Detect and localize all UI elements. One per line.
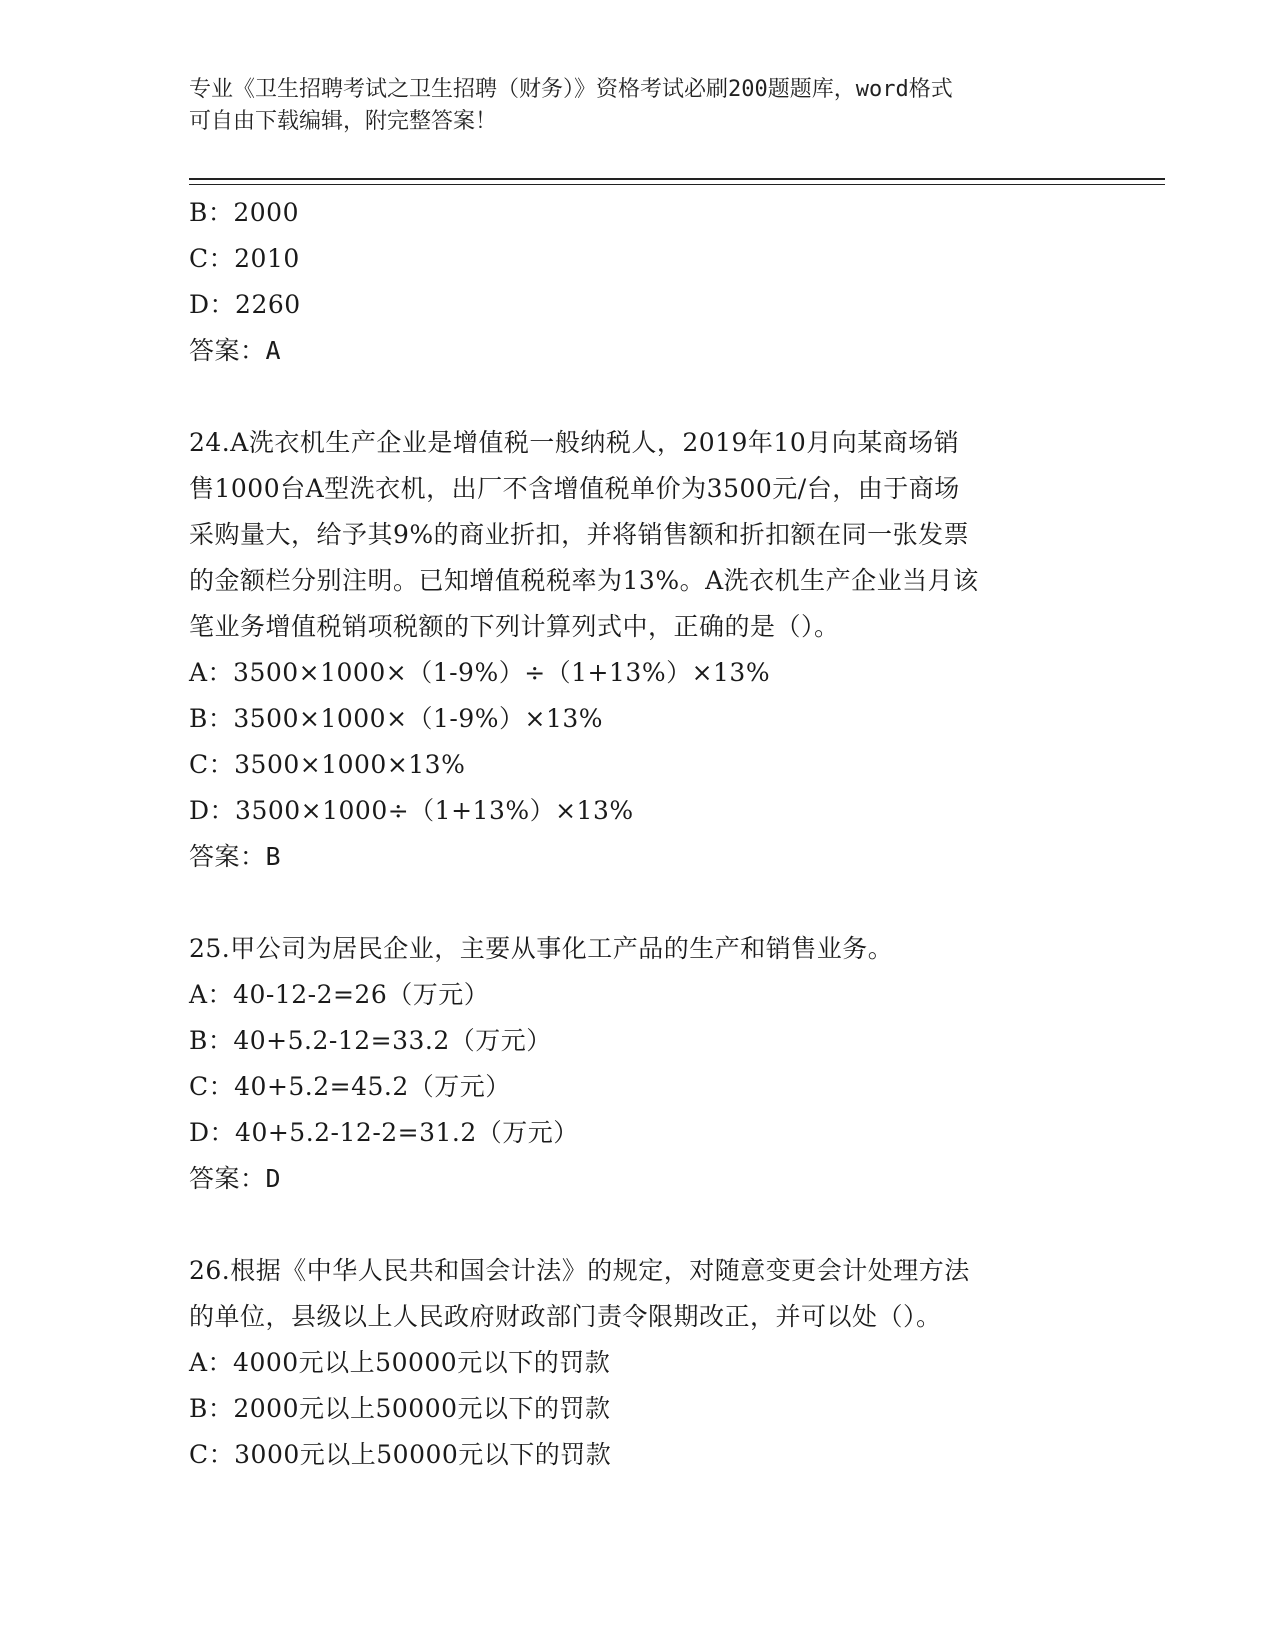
option-c: C：40+5.2=45.2（万元） <box>189 1072 511 1101</box>
option-c: C：3000元以上50000元以下的罚款 <box>189 1440 612 1469</box>
option-b: B：3500×1000×（1-9%）×13% <box>189 704 604 733</box>
question-stem-line: 采购量大，给予其9%的商业折扣，并将销售额和折扣额在同一张发票 <box>189 520 970 549</box>
answer-line: 答案：D <box>189 1164 282 1193</box>
option-b: B：2000 <box>189 198 299 227</box>
header-line: 专业《卫生招聘考试之卫生招聘（财务）》资格考试必刷200题题库，word格式 <box>189 77 953 102</box>
prev-question-block <box>189 190 1089 374</box>
question-stem-line: 的金额栏分别注明。已知增值税税率为13%。A洗衣机生产企业当月该 <box>189 566 979 595</box>
question-stem-line: 笔业务增值税销项税额的下列计算列式中，正确的是（）。 <box>189 612 840 641</box>
header-divider-thick <box>189 178 1165 180</box>
spacer <box>189 374 1089 420</box>
header-line: 可自由下载编辑，附完整答案！ <box>189 109 498 134</box>
answer-line: 答案：A <box>189 336 282 365</box>
spacer <box>189 1202 1089 1248</box>
option-a: A：4000元以上50000元以下的罚款 <box>189 1348 611 1377</box>
option-a: A：3500×1000×（1-9%）÷（1+13%）×13% <box>189 658 771 687</box>
option-d: D：40+5.2-12-2=31.2（万元） <box>189 1118 579 1147</box>
question-26 <box>189 1248 1089 1478</box>
option-b: B：40+5.2-12=33.2（万元） <box>189 1026 552 1055</box>
option-c: C：3500×1000×13% <box>189 750 466 779</box>
question-list <box>189 190 1089 1478</box>
question-stem-line: 24.A洗衣机生产企业是增值税一般纳税人，2019年10月向某商场销 <box>189 428 960 457</box>
option-c: C：2010 <box>189 244 300 273</box>
document-header <box>189 74 1089 138</box>
option-d: D：2260 <box>189 290 301 319</box>
question-stem-line: 25.甲公司为居民企业，主要从事化工产品的生产和销售业务。 <box>189 934 894 963</box>
question-24 <box>189 420 1089 880</box>
header-divider-thin <box>189 184 1165 185</box>
option-d: D：3500×1000÷（1+13%）×13% <box>189 796 634 825</box>
question-stem-line: 售1000台A型洗衣机，出厂不含增值税单价为3500元/台，由于商场 <box>189 474 960 503</box>
option-a: A：40-12-2=26（万元） <box>189 980 490 1009</box>
question-25 <box>189 926 1089 1202</box>
spacer <box>189 880 1089 926</box>
question-stem-line: 26.根据《中华人民共和国会计法》的规定，对随意变更会计处理方法 <box>189 1256 970 1285</box>
answer-line: 答案：B <box>189 842 282 871</box>
option-b: B：2000元以上50000元以下的罚款 <box>189 1394 611 1423</box>
question-stem-line: 的单位，县级以上人民政府财政部门责令限期改正，并可以处（）。 <box>189 1302 942 1331</box>
